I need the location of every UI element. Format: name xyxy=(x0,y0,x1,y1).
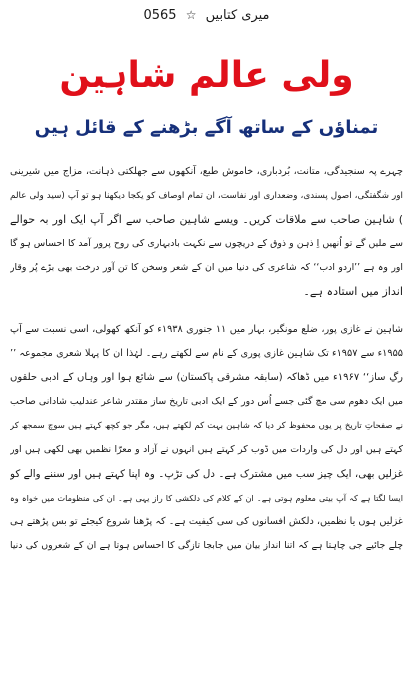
star-icon: ☆ xyxy=(185,8,197,22)
text-line: غزلیں ہوں یا نظمیں، دلکش افسانوں کی سی کیفیت ہے۔ کہ پڑھنا شروع کیجئے تو بس پڑھتے ہی xyxy=(10,516,403,527)
text-line: انداز میں استادہ ہے۔ xyxy=(303,285,403,298)
text-line: ) شاہین صاحب سے ملاقات کریں۔ ویسے شاہین صاحب سے اگر آپ ایک اور بہ حوالے xyxy=(10,213,403,226)
text-line: شاہین نے غازی پور، ضلع مونگیر، بہار میں ۱۱ جنوری ۱۹۳۸ء کو آنکھ کھولی، اسی نسبت سے آپ xyxy=(10,324,403,335)
paragraph xyxy=(10,160,403,304)
text-line: کہتے ہیں اور دل کی واردات میں ڈوب کر کہتے ہیں انہوں نے آزاد و معرّا نظمیں بھی لکھی ہیں اور xyxy=(10,444,403,455)
text-line: چلے جائیے جی چاہتا ہے کہ اتنا انداز بیان میں جابجا تازگی کا احساس ہوتا ہے ان کے شعروں کی دنیا xyxy=(10,540,403,551)
text-line: چہرے پہ سنجیدگی، متانت، بُردباری، خاموش طبع، آنکھوں سے جھلکتی ذہانت، مزاج میں شیرینی xyxy=(10,166,403,177)
book-number: 0565 xyxy=(143,8,177,23)
text-line: ۱۹۵۵ء سے ۱۹۵۷ء تک شاہین غازی پوری کے نام سے لکھتے رہے۔ لہٰذا ان کا پہلا شعری مجموعہ ’’ xyxy=(10,348,403,359)
text-line: اور وہ ہے ’’اردو ادب‘‘ کہ شاعری کی دنیا میں ان کے شعر وسخن کا تن آور درخت بھی بڑے پُر وقار xyxy=(10,262,403,273)
text-line: سے ملیں گے تو اُنھیں اِ ذہن و ذوق کے دریچوں سے نکہت بادبہاری کی روح پرور آمد کا احساس ہو گا xyxy=(10,238,403,249)
paragraph-gap xyxy=(10,304,403,318)
article-subtitle: تمناؤں کے ساتھ آگے بڑھنے کے قائل ہیں xyxy=(34,117,379,138)
text-line: رگِ ساز‘‘ ۱۹۶۷ء میں ڈھاکہ (سابقہ مشرقی پاکستان) سے شائع ہوا اور وہاں کے ادبی حلقوں xyxy=(10,372,403,383)
text-line: غزلیں بھی، ایک چیز سب میں مشترک ہے۔ دل کی تڑپ۔ وہ اپنا کہتے ہیں اور سننے والے کو xyxy=(10,468,403,480)
text-line: اور شگفتگی، اصول پسندی، وضعداری اور نفاست، ان تمام اوصاف کو یکجا دیکھنا ہو تو آپ (سید ولی عالم xyxy=(10,191,403,201)
article-title: ولی عالم شاہین xyxy=(59,55,354,96)
text-line: ایسا لگتا ہے کہ آپ بیتی معلوم ہوتی ہے۔ ان کے کلام کی دلکشی کا راز یہی ہے۔ ان کی منظومات میں خواہ وہ xyxy=(10,493,403,503)
page-header xyxy=(0,6,413,25)
text-line: نے صفحاتِ تاریخ پر یوں محفوظ کر دیا کہ شاہین بہت کم لکھتے ہیں، مگر جو کچھ کہتے ہیں سوچ سمجھ کر xyxy=(10,421,403,431)
article-body xyxy=(10,160,403,558)
text-line: میں ایک دھوم سی مچ گئی جسے اُس دور کے ایک ادبی تاریخ ساز مقتدر شاعر عندلیب شادانی صاحب xyxy=(10,396,403,407)
series-title: میری کتابیں xyxy=(205,8,270,23)
paragraph xyxy=(10,318,403,558)
